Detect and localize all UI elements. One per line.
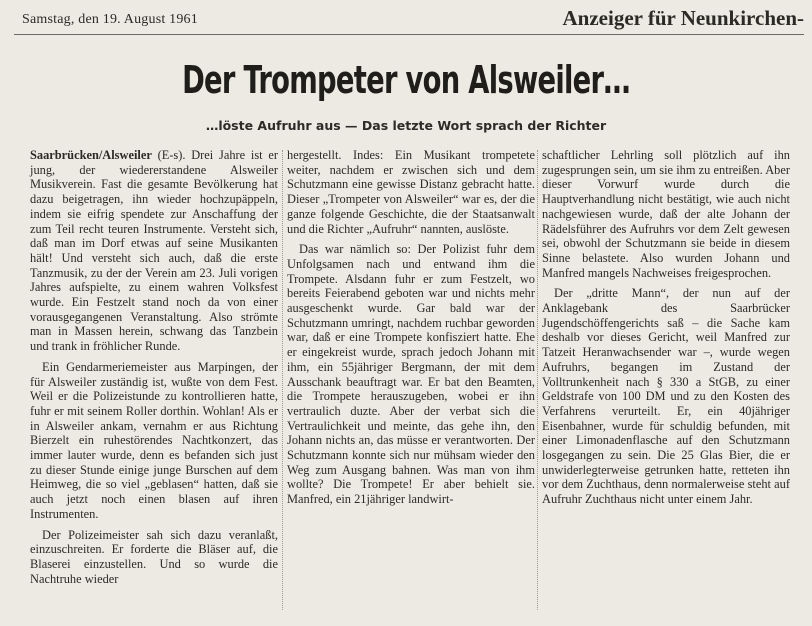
article-subheadline: …löste Aufruhr aus — Das letzte Wort sprach der Richter <box>205 118 607 133</box>
column-divider <box>282 150 283 610</box>
masthead <box>14 4 804 35</box>
paragraph: Ein Gendarmeriemeister aus Marpingen, der für Alsweiler zuständig ist, wußte von dem Fest. Weil er die Polizeistunde zu kontrollieren hatte, fuhr er mit seinem Roller dorthin. Wohlan! Als er in Alsweiler ankam, vernahm er aus Richtung Bierzelt ein ruhestörendes Nachtkonzert, das immer lauter wurde, denn es befanden sich just zu dieser Stunde einige junge Burschen auf dem Heimweg, die so viel „geblasen“ hatten, daß sie auch jetzt noch einen blasen auf ihren Instrumenten. <box>30 359 278 521</box>
paragraph: hergestellt. Indes: Ein Musikant trompetete weiter, nachdem er zwischen sich und dem Schutzmann eine gewisse Distanz gebracht hatte. Dieser „Trompeter von Alsweiler“ war es, der die ganze folgende Geschichte, die der Staatsanwalt und die Richter „Aufruhr“ nannten, auslöste. <box>287 148 535 236</box>
article-column-3 <box>542 148 790 513</box>
paragraph: Das war nämlich so: Der Polizist fuhr dem Unfolgsamen nach und entwand ihm die Trompete. Alsdann fuhr er zum Festzelt, wo bereits Feierabend geboten war und nichts mehr ausgeschenkt wurde. Gar bald war der Schutzmann umringt, nachdem ruchbar geworden war, daß er eine Trompete konfisziert hatte. Ehe er eingekreist wurde, sprach jedoch Johann mit ihm, ein 55jähriger Bergmann, der mit dem Ausschank beauftragt war. Er bat den Beamten, die Trompete herauszugeben, wobei er ihn vertraulich duzte. Aber der verbat sich die Vertraulichkeit und meinte, das gehe ihn, den Johann nichts an, das müsse er verantworten. Der Schutzmann konnte sich nur mühsam wieder den Weg zum Ausgang bahnen. Was man von ihm wollte? Die Trompete! Er aber behielt sie. Manfred, ein 21jähriger landwirt- <box>287 242 535 507</box>
column-divider <box>537 150 538 610</box>
paragraph <box>30 148 278 354</box>
issue-date: Samstag, den 19. August 1961 <box>22 12 198 27</box>
newspaper-title: Anzeiger für Neunkirchen- <box>562 6 804 30</box>
paragraph-text: (E-s). Drei Jahre ist er jung, der wiedererstandene Alsweiler Musikverein. Fast die gesamte Bevölkerung hat dazu beigetragen, ihn wieder hochzupäppeln, indem sie eifrig spendete zur Anschaffung der zum Teil recht teuren Instrumente. Versteht sich, daß man im Dorf etwas auf seine Musikanten hält! Und versteht sich auch, daß die erste Tanzmusik, zu der der Verein am 23. Juli vorigen Jahres aufspielte, zu einem wahren Volksfest wurde. Ein Festzelt stand noch da von einer vorausgegangenen Veranstaltung. Also strömte man in Massen herein, schwang das Tanzbein und trank in fröhlicher Runde. <box>30 148 278 354</box>
paragraph: schaftlicher Lehrling soll plötzlich auf ihn zugesprungen sein, um sie ihm zu entreißen. Aber dieser Vorwurf wurde durch die Hauptverhandlung nicht bestätigt, wie auch nicht nachgewiesen wurde, daß der alte Johann der Rädelsführer des Aufruhrs vor dem Zelt gewesen sei, obwohl der Schutzmann sie beide in diesem Sinne belastete. Also wurden Johann und Manfred mangels Nachweises freigesprochen. <box>542 148 790 280</box>
article-column-1 <box>30 148 278 592</box>
paragraph: Der Polizeimeister sah sich dazu veranlaßt, einzuschreiten. Er forderte die Bläser auf, die Blaserei einzustellen. Und so wurde die Nachtruhe wieder <box>30 527 278 586</box>
article-column-2 <box>287 148 535 513</box>
dateline: Saarbrücken/Alsweiler <box>30 148 152 162</box>
article-headline: Der Trompeter von Alsweiler… <box>182 58 630 102</box>
paragraph: Der „dritte Mann“, der nun auf der Anklagebank des Saarbrücker Jugendschöffengerichts saß – die Sache kam deshalb vor dieses Gericht, weil Manfred zur Tatzeit Heranwachsender war –, wurde wegen Aufruhrs, begangen im Zustand der Volltrunkenheit nach § 330 a StGB, zu einer Geldstrafe von 100 DM und zu den Kosten des Verfahrens verurteilt. Er, ein 40jähriger Eisenbahner, wurde für schuldig befunden, mit einer Limonadenflasche auf den Schutzmann losgegangen zu sein. Die 25 Glas Bier, die er unwiderlegterweise getrunken hatte, retteten ihn vor dem Zuchthaus, denn normalerweise steht auf Aufruhr Zuchthaus nicht unter einem Jahr. <box>542 286 790 507</box>
